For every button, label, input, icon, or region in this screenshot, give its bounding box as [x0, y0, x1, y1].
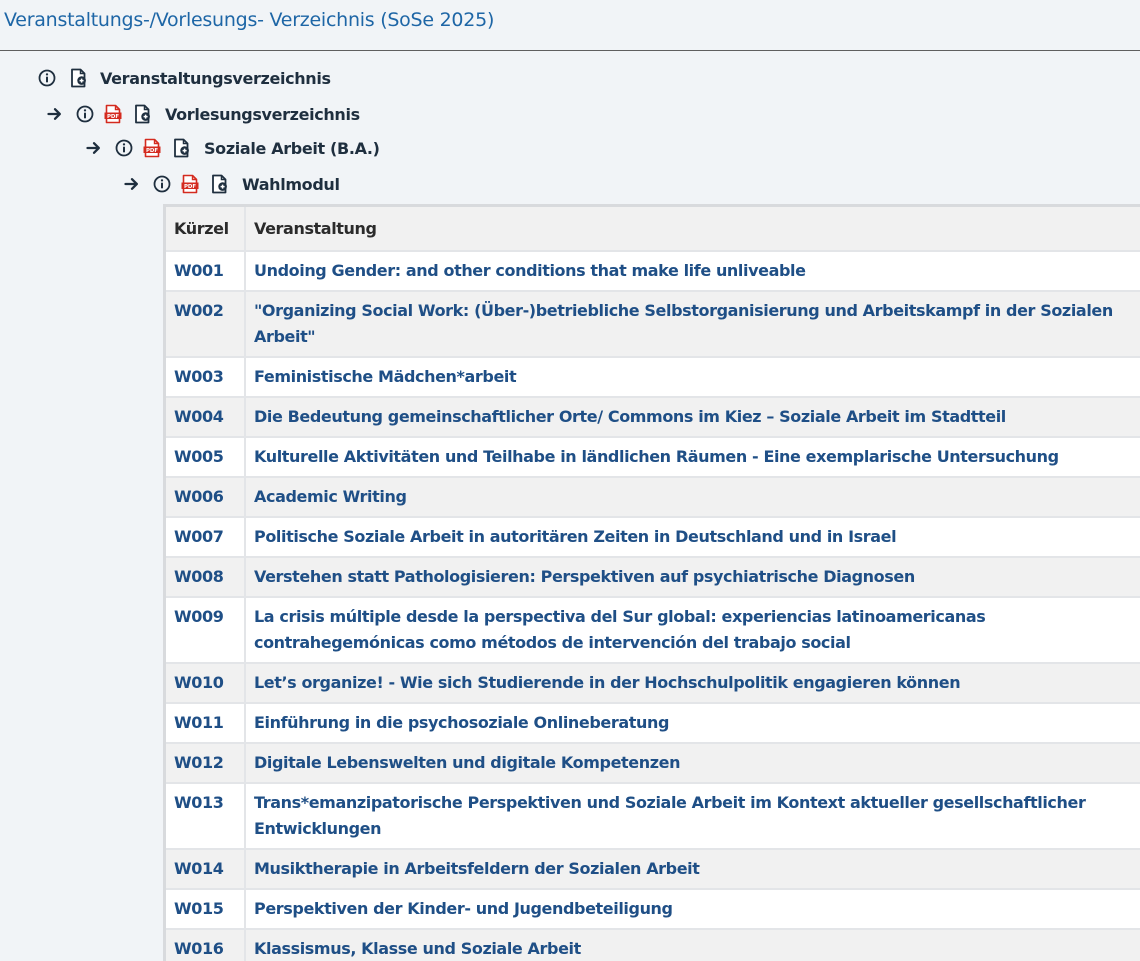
- course-table: [163, 204, 1140, 961]
- table-row: [166, 358, 1140, 398]
- arrow-right-icon: [47, 106, 63, 122]
- tree-node-label[interactable]: Soziale Arbeit (B.A.): [204, 138, 380, 158]
- info-icon[interactable]: [76, 105, 94, 123]
- course-title-link[interactable]: Die Bedeutung gemeinschaftlicher Orte/ Commons im Kiez – Soziale Arbeit im Stadtteil: [246, 398, 1140, 438]
- course-title-link[interactable]: Verstehen statt Pathologisieren: Perspektiven auf psychiatrische Diagnosen: [246, 558, 1140, 598]
- course-code-link[interactable]: W016: [166, 930, 246, 961]
- course-title-link[interactable]: Undoing Gender: and other conditions that make life unliveable: [246, 252, 1140, 292]
- info-icon[interactable]: [153, 175, 171, 193]
- table-row: [166, 558, 1140, 598]
- course-title-link[interactable]: Klassismus, Klasse und Soziale Arbeit: [246, 930, 1140, 961]
- course-title-link[interactable]: Academic Writing: [246, 478, 1140, 518]
- column-header-title: Veranstaltung: [246, 207, 1140, 252]
- table-row: [166, 398, 1140, 438]
- course-code-link[interactable]: W007: [166, 518, 246, 558]
- tree-node-label[interactable]: Wahlmodul: [242, 174, 340, 194]
- table-row: [166, 784, 1140, 850]
- svg-text:PDF: PDF: [106, 113, 120, 120]
- table-row: [166, 292, 1140, 358]
- table-header-row: [166, 207, 1140, 252]
- pdf-icon[interactable]: [181, 174, 199, 194]
- course-title-link[interactable]: Einführung in die psychosoziale Onlineberatung: [246, 704, 1140, 744]
- course-code-link[interactable]: W010: [166, 664, 246, 704]
- course-code-link[interactable]: W012: [166, 744, 246, 784]
- tree-node: [124, 172, 340, 196]
- column-header-code: Kürzel: [166, 207, 246, 252]
- svg-text:PDF: PDF: [183, 183, 197, 190]
- add-document-icon[interactable]: [70, 68, 88, 88]
- table-row: [166, 252, 1140, 292]
- course-code-link[interactable]: W008: [166, 558, 246, 598]
- table-row: [166, 850, 1140, 890]
- course-code-link[interactable]: W014: [166, 850, 246, 890]
- course-code-link[interactable]: W004: [166, 398, 246, 438]
- course-code-link[interactable]: W003: [166, 358, 246, 398]
- course-code-link[interactable]: W013: [166, 784, 246, 850]
- add-document-icon[interactable]: [134, 104, 152, 124]
- tree-node: [38, 66, 331, 90]
- add-document-icon[interactable]: [173, 138, 191, 158]
- course-title-link[interactable]: Perspektiven der Kinder- und Jugendbeteiligung: [246, 890, 1140, 930]
- course-title-link[interactable]: Politische Soziale Arbeit in autoritären Zeiten in Deutschland und in Israel: [246, 518, 1140, 558]
- title-divider: [0, 50, 1140, 51]
- course-title-link[interactable]: Trans*emanzipatorische Perspektiven und Soziale Arbeit im Kontext aktueller gesellschaftlicher Entwicklungen: [246, 784, 1140, 850]
- table-row: [166, 598, 1140, 664]
- course-title-link[interactable]: Kulturelle Aktivitäten und Teilhabe in ländlichen Räumen - Eine exemplarische Untersuchung: [246, 438, 1140, 478]
- tree-node-label[interactable]: Vorlesungsverzeichnis: [165, 104, 360, 124]
- course-code-link[interactable]: W002: [166, 292, 246, 358]
- course-code-link[interactable]: W009: [166, 598, 246, 664]
- table-row: [166, 704, 1140, 744]
- info-icon[interactable]: [38, 69, 56, 87]
- info-icon[interactable]: [115, 139, 133, 157]
- table-row: [166, 664, 1140, 704]
- table-row: [166, 518, 1140, 558]
- course-title-link[interactable]: Let’s organize! - Wie sich Studierende in der Hochschulpolitik engagieren können: [246, 664, 1140, 704]
- course-title-link[interactable]: Musiktherapie in Arbeitsfeldern der Sozialen Arbeit: [246, 850, 1140, 890]
- course-code-link[interactable]: W011: [166, 704, 246, 744]
- add-document-icon[interactable]: [211, 174, 229, 194]
- pdf-icon[interactable]: [143, 138, 161, 158]
- page-title: Veranstaltungs-/Vorlesungs- Verzeichnis (SoSe 2025): [4, 9, 495, 31]
- course-title-link[interactable]: Feministische Mädchen*arbeit: [246, 358, 1140, 398]
- course-code-link[interactable]: W001: [166, 252, 246, 292]
- course-code-link[interactable]: W015: [166, 890, 246, 930]
- table-row: [166, 744, 1140, 784]
- tree-node: [47, 102, 360, 126]
- course-code-link[interactable]: W005: [166, 438, 246, 478]
- arrow-right-icon: [124, 176, 140, 192]
- svg-text:PDF: PDF: [145, 147, 159, 154]
- tree-node-label[interactable]: Veranstaltungsverzeichnis: [100, 68, 331, 88]
- pdf-icon[interactable]: [104, 104, 122, 124]
- arrow-right-icon: [86, 140, 102, 156]
- course-title-link[interactable]: La crisis múltiple desde la perspectiva del Sur global: experiencias latinoamericanas contrahegemónicas como métodos de intervención del trabajo social: [246, 598, 1140, 664]
- table-row: [166, 890, 1140, 930]
- tree-node: [86, 136, 380, 160]
- course-title-link[interactable]: "Organizing Social Work: (Über-)betriebliche Selbstorganisierung und Arbeitskampf in der Sozialen Arbeit": [246, 292, 1140, 358]
- course-code-link[interactable]: W006: [166, 478, 246, 518]
- table-row: [166, 478, 1140, 518]
- course-title-link[interactable]: Digitale Lebenswelten und digitale Kompetenzen: [246, 744, 1140, 784]
- table-row: [166, 438, 1140, 478]
- table-row: [166, 930, 1140, 961]
